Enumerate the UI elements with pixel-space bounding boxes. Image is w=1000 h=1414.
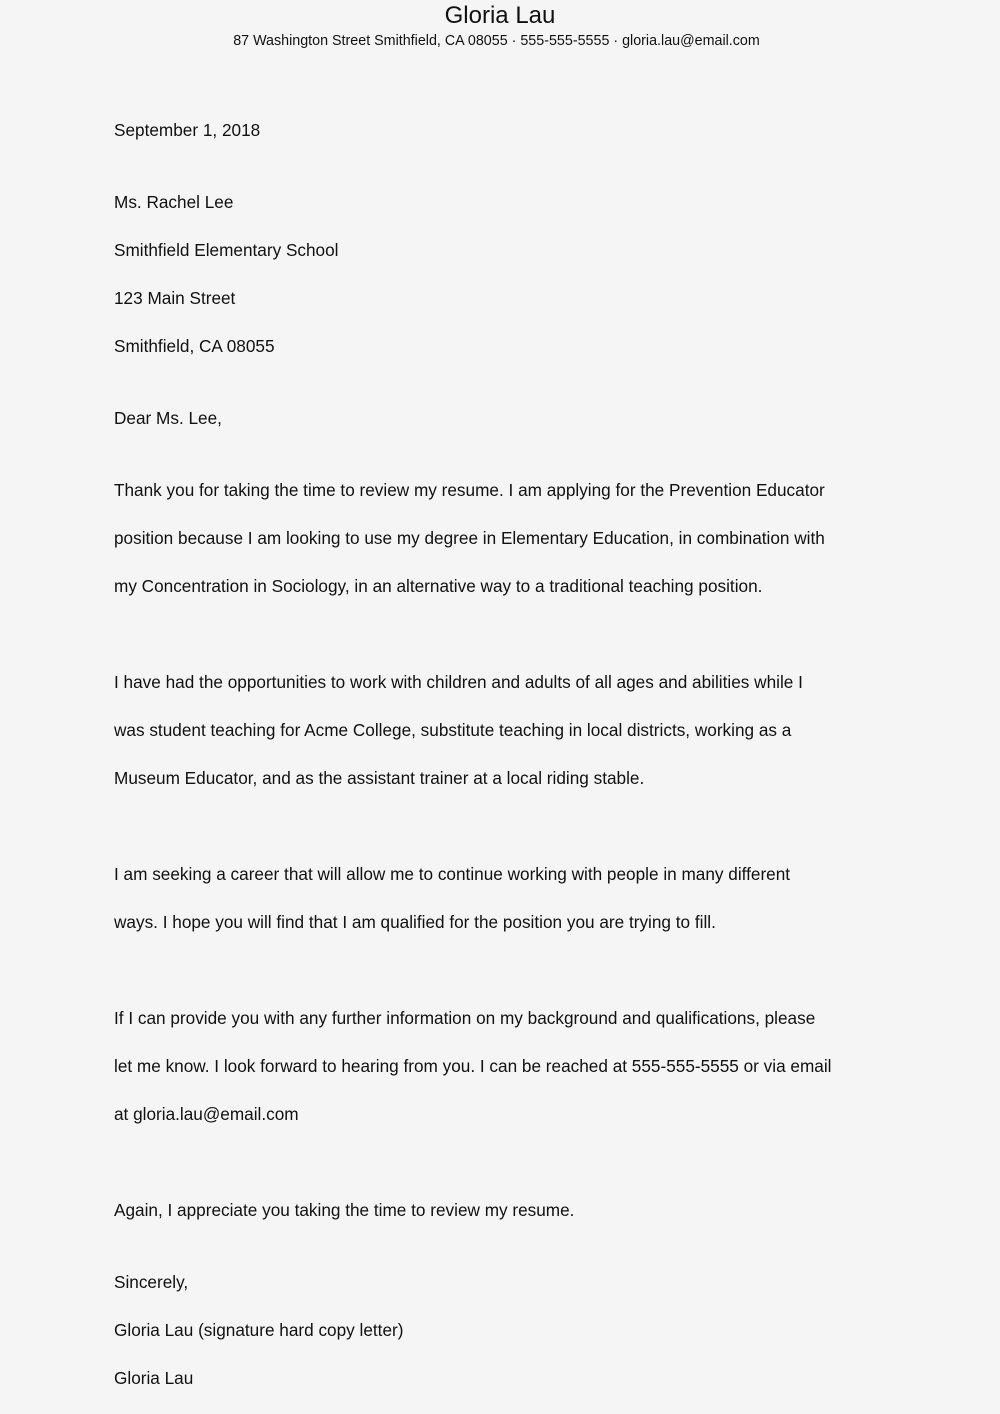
recipient-name: Ms. Rachel Lee — [114, 192, 234, 212]
paragraph-line: I am seeking a career that will allow me to continue working with people in many different — [114, 864, 791, 884]
paragraph-line: I have had the opportunities to work with children and adults of all ages and abilities while I — [114, 672, 803, 692]
salutation: Dear Ms. Lee, — [114, 408, 222, 428]
body-paragraph-4 — [114, 982, 894, 1150]
paragraph-line: position because I am looking to use my degree in Elementary Education, in combination with — [114, 528, 825, 548]
paragraph-line: let me know. I look forward to hearing from you. I can be reached at 555-555-5555 or via email — [114, 1056, 832, 1076]
paragraph-line: Again, I appreciate you taking the time to review my resume. — [114, 1200, 575, 1220]
body-paragraph-1 — [114, 454, 894, 622]
paragraph-line: If I can provide you with any further information on my background and qualifications, please — [114, 1008, 816, 1028]
signature-note: Gloria Lau (signature hard copy letter) — [114, 1320, 404, 1340]
body-paragraph-2 — [114, 646, 894, 814]
typed-name: Gloria Lau — [114, 1368, 194, 1388]
paragraph-line: was student teaching for Acme College, substitute teaching in local districts, working as a — [114, 720, 792, 740]
letter-body — [114, 118, 894, 1414]
body-paragraph-3 — [114, 838, 894, 958]
paragraph-line: Thank you for taking the time to review my resume. I am applying for the Prevention Educator — [114, 480, 825, 500]
recipient-street: 123 Main Street — [114, 288, 236, 308]
closing: Sincerely, — [114, 1272, 189, 1292]
sender-contact-info: 87 Washington Street Smithfield, CA 08055 · 555-555-5555 · gloria.lau@email.com — [233, 33, 760, 49]
recipient-city-state-zip: Smithfield, CA 08055 — [114, 336, 275, 356]
sender-name: Gloria Lau — [444, 2, 556, 29]
paragraph-line: ways. I hope you will find that I am qualified for the position you are trying to fill. — [114, 912, 716, 932]
recipient-address-block — [114, 166, 894, 382]
letter-date: September 1, 2018 — [114, 120, 261, 140]
body-paragraph-5 — [114, 1174, 894, 1246]
recipient-organization: Smithfield Elementary School — [114, 240, 339, 260]
paragraph-line: my Concentration in Sociology, in an alternative way to a traditional teaching position. — [114, 576, 763, 596]
paragraph-line: at gloria.lau@email.com — [114, 1104, 299, 1124]
paragraph-line: Museum Educator, and as the assistant trainer at a local riding stable. — [114, 768, 645, 788]
